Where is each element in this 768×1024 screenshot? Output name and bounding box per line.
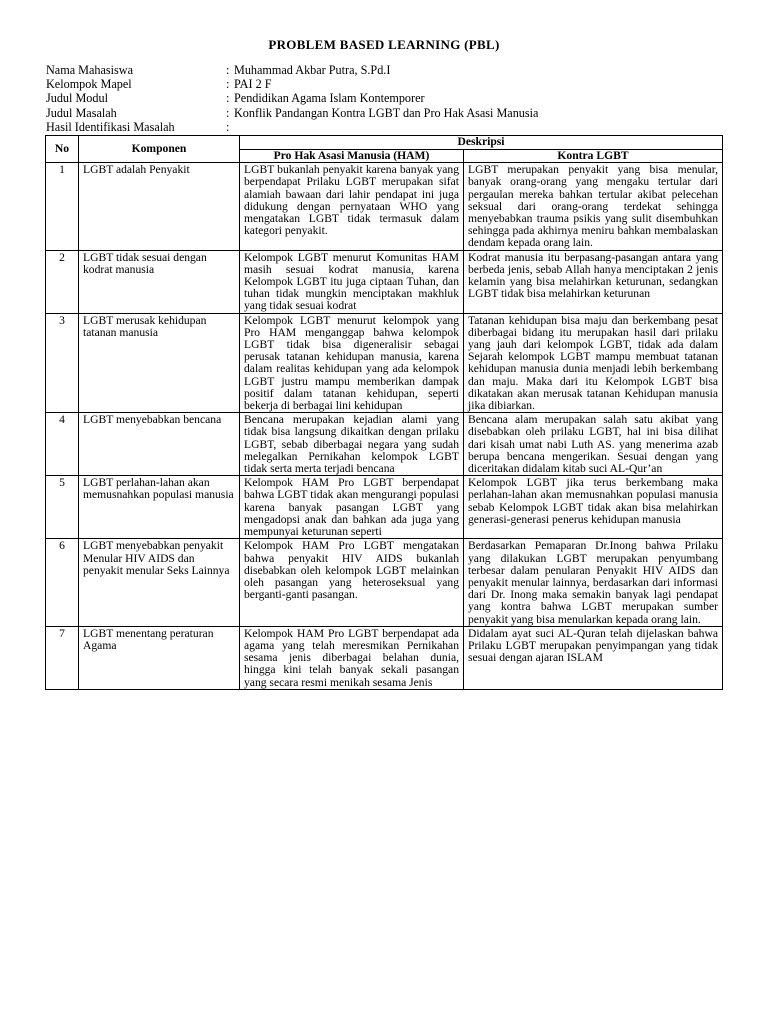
cell-no: 5 — [46, 476, 79, 539]
header-kontra: Kontra LGBT — [464, 150, 723, 163]
student-info — [46, 63, 538, 134]
header-deskripsi: Deskripsi — [240, 136, 723, 150]
info-label: Judul Modul — [46, 91, 108, 106]
cell-no: 2 — [46, 250, 79, 313]
cell-kontra: LGBT merupakan penyakit yang bisa menular, banyak orang-orang yang mengaku tertular dari pergaulan mereka bahkan tertular akibat pelecehan seksual dari orang-orang terdekat sehingga menyebabkan trauma psikis yang sulit disembuhkan sehingga pada akhirnya meniru bahkan membalaskan dendam kepada orang lain. — [464, 163, 723, 250]
cell-no: 3 — [46, 313, 79, 413]
cell-komponen: LGBT perlahan-lahan akan memusnahkan populasi manusia — [79, 476, 240, 539]
cell-pro: Kelompok HAM Pro LGBT berpendapat bahwa LGBT tidak akan mengurangi populasi karena banyak pasangan LGBT yang mengadopsi anak dan bahkan ada juga yang mempunyai keturunan seperti — [240, 476, 464, 539]
info-colon: : — [226, 119, 230, 134]
cell-komponen: LGBT adalah Penyakit — [79, 163, 240, 250]
cell-pro: Bencana merupakan kejadian alami yang tidak bisa langsung dikaitkan dengan prilaku LGBT, sebab diberbagai negara yang sudah melegalkan Pernikahan kelompok LGBT tidak serta merta terjadi bencana — [240, 413, 464, 476]
table-row — [46, 163, 723, 250]
info-row-result — [46, 120, 538, 134]
cell-komponen: LGBT tidak sesuai dengan kodrat manusia — [79, 250, 240, 313]
info-value: Muhammad Akbar Putra, S.Pd.I — [234, 63, 391, 77]
cell-no: 6 — [46, 539, 79, 626]
info-label: Kelompok Mapel — [46, 77, 132, 92]
cell-no: 1 — [46, 163, 79, 250]
info-row-module — [46, 91, 538, 105]
cell-pro: Kelompok LGBT menurut Komunitas HAM masih sesuai kodrat manusia, karena Kelompok LGBT itu juga ciptaan Tuhan, dan tuhan tidak mungkin menciptakan makhluk yang tidak sesuai kodrat — [240, 250, 464, 313]
cell-komponen: LGBT merusak kehidupan tatanan manusia — [79, 313, 240, 413]
header-no: No — [46, 136, 79, 163]
table-row — [46, 250, 723, 313]
table-row — [46, 413, 723, 476]
cell-pro: Kelompok HAM Pro LGBT mengatakan bahwa penyakit HIV AIDS bukanlah disebabkan oleh kelompok LGBT melainkan oleh pasangan yang heteroseksual yang berganti-ganti pasangan. — [240, 539, 464, 626]
table-row — [46, 313, 723, 413]
info-colon: : — [226, 105, 230, 120]
cell-komponen: LGBT menentang peraturan Agama — [79, 626, 240, 689]
info-value: PAI 2 F — [234, 77, 272, 92]
cell-kontra: Berdasarkan Pemaparan Dr.Inong bahwa Prilaku yang dilakukan LGBT merupakan penyumbang terbesar dalam penularan Penyakit HIV AIDS dan penyakit menular lainnya, berdasarkan dari informasi dari Dr. Inong maka semakin banyak lagi pendapat yang kontra bahwa LGBT merupakan sumber penyakit yang bisa menularkan kepada orang lain. — [464, 539, 723, 626]
info-row-name — [46, 63, 538, 77]
cell-no: 4 — [46, 413, 79, 476]
info-colon: : — [226, 91, 230, 106]
document-title: PROBLEM BASED LEARNING (PBL) — [268, 37, 500, 52]
cell-pro: Kelompok LGBT menurut kelompok yang Pro HAM menganggap bahwa kelompok LGBT tidak bisa digeneralisir sebagai perusak tatanan kehidupan manusia, karena dalam realitas kehidupan yang ada kelompok LGBT justru mampu memberikan dampak positif dalam tatanan kehidupan, seperti bekerja di berbagai lini kehidupan — [240, 313, 464, 413]
cell-komponen: LGBT menyebabkan penyakit Menular HIV AIDS dan penyakit menular Seks Lainnya — [79, 539, 240, 626]
info-value: Konflik Pandangan Kontra LGBT dan Pro Hak Asasi Manusia — [234, 105, 539, 120]
table-row — [46, 476, 723, 539]
cell-kontra: Bencana alam merupakan salah satu akibat yang disebabkan oleh prilaku LGBT, hal ini bisa dilihat dari kisah umat nabi Luth AS. yang menerima azab berupa bencana mengerikan. Sesuai dengan yang diceritakan didalam kitab suci AL-Qur’an — [464, 413, 723, 476]
cell-kontra: Kodrat manusia itu berpasang-pasangan antara yang berbeda jenis, sebab Allah hanya menciptakan 2 jenis kelamin yang bisa melahirkan keturunan, sedangkan LGBT tidak bisa melahirkan keturunan — [464, 250, 723, 313]
info-value: Pendidikan Agama Islam Kontemporer — [234, 91, 425, 106]
info-label: Hasil Identifikasi Masalah — [46, 119, 175, 134]
pbl-table — [45, 135, 723, 690]
cell-pro: LGBT bukanlah penyakit karena banyak yang berpendapat Prilaku LGBT merupakan sifat alamiah bawaan dari lahir pendapat ini juga didukung dengan pernyataan WHO yang mengatakan LGBT tidak termasuk dalam kategori penyakit. — [240, 163, 464, 250]
info-label: Nama Mahasiswa — [46, 63, 133, 77]
cell-komponen: LGBT menyebabkan bencana — [79, 413, 240, 476]
table-row — [46, 539, 723, 626]
cell-kontra: Didalam ayat suci AL-Quran telah dijelaskan bahwa Prilaku LGBT merupakan penyimpangan yang tidak sesuai dengan ajaran ISLAM — [464, 626, 723, 689]
info-colon: : — [226, 63, 230, 77]
cell-kontra: Kelompok LGBT jika terus berkembang maka perlahan-lahan akan memusnahkan populasi manusia sebab Kelompok LGBT tidak akan bisa melahirkan generasi-generasi penerus kehidupan manusia — [464, 476, 723, 539]
info-colon: : — [226, 77, 230, 92]
info-row-problem — [46, 106, 538, 120]
cell-no: 7 — [46, 626, 79, 689]
info-label: Judul Masalah — [46, 105, 117, 120]
header-komponen: Komponen — [79, 136, 240, 163]
header-pro: Pro Hak Asasi Manusia (HAM) — [240, 150, 464, 163]
cell-pro: Kelompok HAM Pro LGBT berpendapat ada agama yang telah meresmikan Pernikahan sesama jenis diberbagai belahan dunia, hingga kini telah banyak sekali pasangan yang secara resmi menikah sesama Jenis — [240, 626, 464, 689]
table-row — [46, 626, 723, 689]
info-row-group — [46, 77, 538, 91]
cell-kontra: Tatanan kehidupan bisa maju dan berkembang pesat diberbagai bidang itu merupakan hasil dari prilaku yang jauh dari kelompok LGBT, tidak ada dalam Sejarah kelompok LGBT mampu membuat tatanan kehidupan manusia dunia menjadi lebih berkembang dan maju. Maka dari itu Kelompok LGBT bisa dikatakan akan merusak tatanan Kehidupan manusia jika dibiarkan. — [464, 313, 723, 413]
